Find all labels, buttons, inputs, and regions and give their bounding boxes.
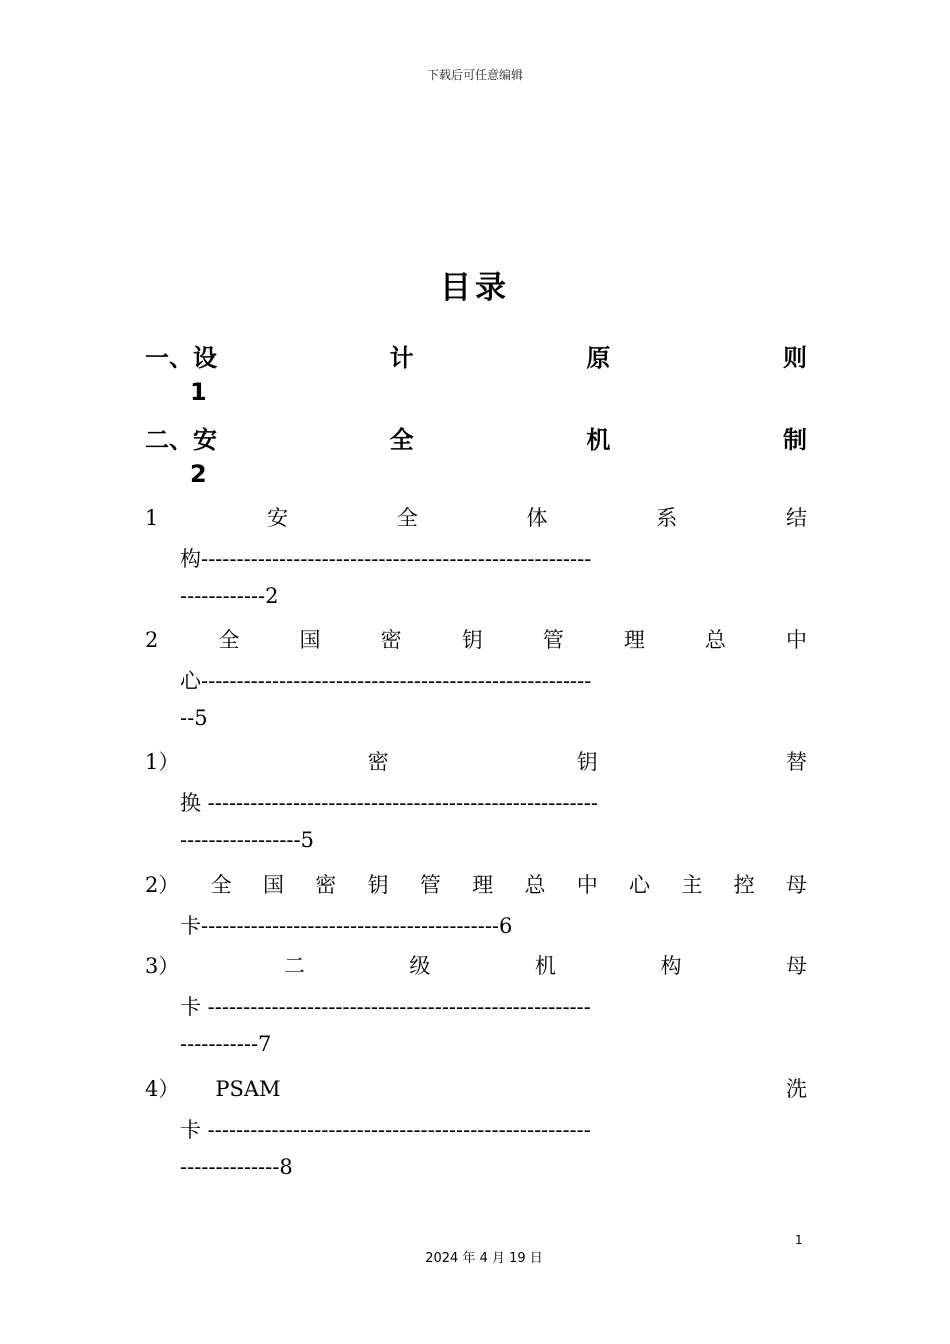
toc-heading-1-lead: 一、设 (145, 344, 217, 372)
toc-char: 总 (704, 628, 726, 652)
toc-entry-1-leader: 构------------------------------------------------------- (180, 547, 592, 571)
toc-char: 母 (785, 954, 807, 978)
toc-char: 钥 (367, 873, 389, 897)
toc-entry-2-page: --5 (180, 706, 208, 730)
toc-char: 构 (660, 954, 682, 978)
page-footer-date: 2024 年 4 月 19 日 (425, 1251, 543, 1266)
toc-char: 体 (526, 506, 548, 530)
toc-entry-2[interactable] (145, 624, 807, 654)
toc-char: 密 (380, 628, 402, 652)
toc-heading-1[interactable] (145, 338, 807, 373)
toc-char: 二 (283, 954, 305, 978)
toc-char: 安 (267, 506, 289, 530)
toc-entry-number: 2 (145, 628, 159, 652)
toc-char: 密 (367, 750, 389, 774)
toc-char: 全 (210, 873, 232, 897)
toc-char: 管 (419, 873, 441, 897)
toc-sub-entry-3-page: -----------7 (180, 1032, 272, 1056)
toc-char: 制 (782, 426, 807, 454)
toc-entry-2-leader: 心------------------------------------------------------- (180, 669, 592, 693)
toc-char: 钥 (576, 750, 598, 774)
toc-char: 母 (785, 873, 807, 897)
toc-char: 心 (629, 873, 651, 897)
toc-char: 洗 (786, 1077, 807, 1101)
toc-entry-1[interactable] (145, 502, 807, 532)
toc-char: 级 (409, 954, 431, 978)
toc-entry-number: 3） (145, 954, 180, 978)
toc-char: 结 (785, 506, 807, 530)
toc-char: 原 (586, 344, 611, 372)
toc-char: 总 (524, 873, 546, 897)
toc-entry-number: 1 (145, 506, 159, 530)
toc-char: 国 (299, 628, 321, 652)
toc-char: 系 (656, 506, 678, 530)
toc-heading-1-page: 1 (190, 378, 207, 406)
toc-char: 全 (396, 506, 418, 530)
toc-char: 计 (389, 344, 414, 372)
toc-char: 钥 (461, 628, 483, 652)
toc-sub-entry-3-leader: 卡 ------------------------------------------------------ (180, 995, 591, 1019)
page-number: 1 (795, 1233, 803, 1247)
toc-sub-entry-1-leader: 换 ------------------------------------------------------- (180, 791, 598, 815)
toc-char: 理 (623, 628, 645, 652)
toc-char: 密 (315, 873, 337, 897)
toc-sub-entry-1[interactable] (145, 746, 807, 776)
toc-char: 中 (786, 628, 807, 652)
toc-title: 目录 (440, 270, 510, 306)
toc-char: 替 (785, 750, 807, 774)
toc-entry-number: 1） (145, 750, 180, 774)
page-header: 下载后可任意编辑 (426, 68, 523, 82)
toc-char: 机 (586, 426, 611, 454)
toc-sub-entry-4-leader: 卡 ------------------------------------------------------ (180, 1118, 591, 1142)
toc-entry-number: 2） (145, 873, 180, 897)
toc-sub-entry-1-page: -----------------5 (180, 828, 314, 852)
toc-heading-2[interactable] (145, 420, 807, 455)
toc-char: 理 (472, 873, 494, 897)
toc-char: 全 (389, 426, 414, 454)
toc-char: 中 (576, 873, 598, 897)
toc-sub-entry-4-page: --------------8 (180, 1155, 293, 1179)
toc-char: 管 (542, 628, 564, 652)
toc-heading-2-lead: 二、安 (145, 426, 217, 454)
toc-char: 机 (534, 954, 556, 978)
toc-heading-2-page: 2 (190, 460, 207, 488)
toc-char: PSAM (215, 1077, 281, 1101)
toc-char: 主 (681, 873, 703, 897)
toc-char: 国 (262, 873, 284, 897)
toc-sub-entry-3[interactable] (145, 950, 807, 980)
toc-sub-entry-4[interactable] (145, 1073, 807, 1103)
toc-char: 全 (218, 628, 240, 652)
toc-char: 控 (733, 873, 755, 897)
toc-sub-entry-2-leader: 卡------------------------------------------6 (180, 914, 513, 938)
toc-entry-1-page: ------------2 (180, 584, 279, 608)
toc-sub-entry-2[interactable] (145, 869, 807, 899)
toc-char: 则 (782, 344, 807, 372)
toc-entry-number: 4） (145, 1077, 180, 1101)
